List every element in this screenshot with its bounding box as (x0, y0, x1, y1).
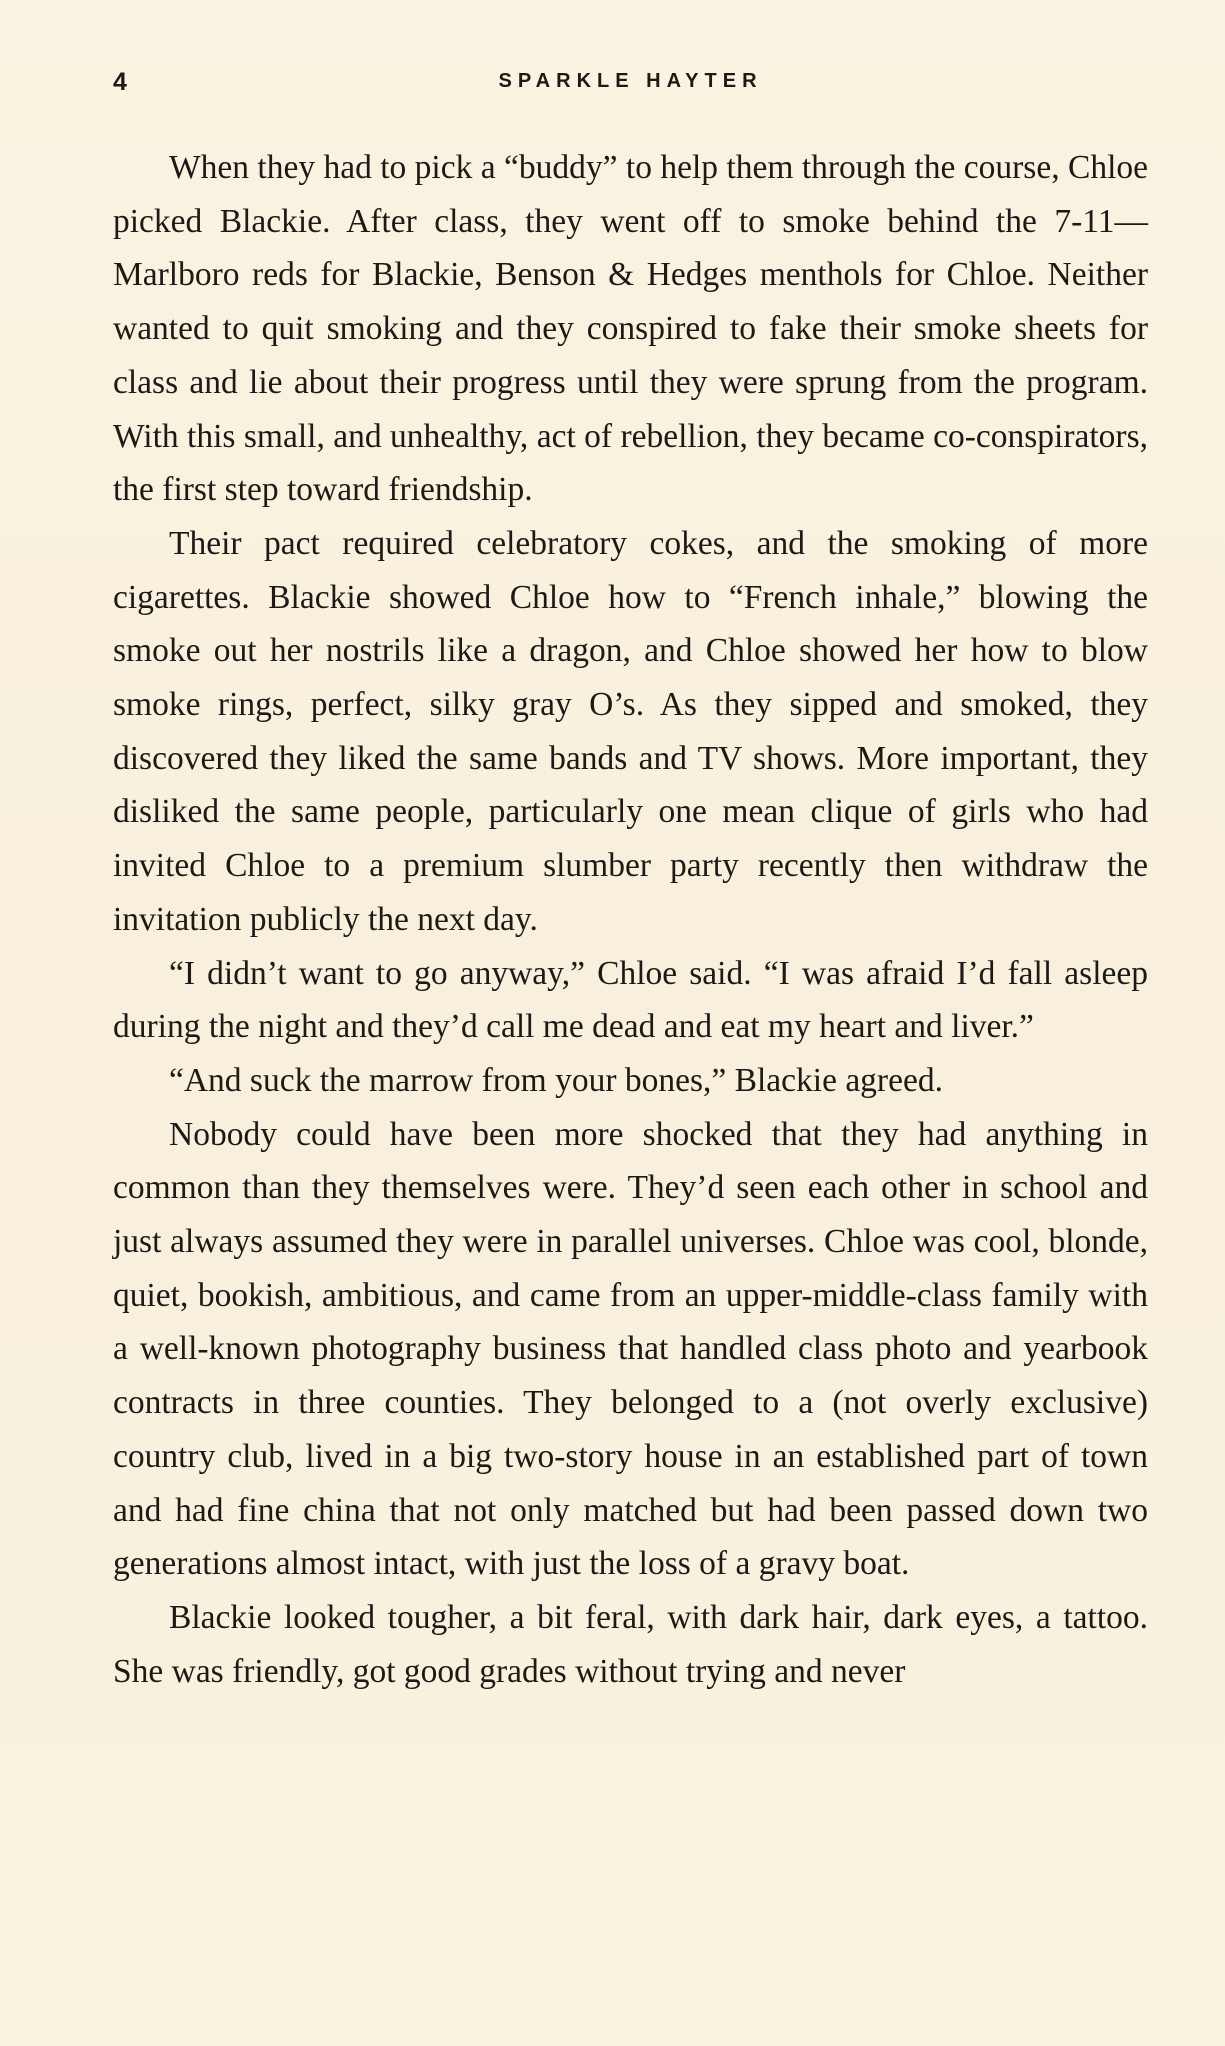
paragraph-1: When they had to pick a “buddy” to help them through the course, Chloe picked Blackie. After class, they went off to smoke behind the 7-11—Marlboro reds for Blackie, Benson & Hedges menthols for Chloe. Neither wanted to quit smoking and they conspired to fake their smoke sheets for class and lie about their progress until they were sprung from the program. With this small, and unhealthy, act of rebellion, they became co-conspirators, the first step toward friendship. (113, 149, 1148, 509)
page-number: 4 (113, 68, 128, 96)
page-header (113, 64, 1148, 104)
paragraph-6: Blackie looked tougher, a bit feral, with dark hair, dark eyes, a tattoo. She was friendly, got good grades without trying and never (113, 1598, 1148, 1690)
paragraph-5: Nobody could have been more shocked that they had anything in common than they themselves were. They’d seen each other in school and just always assumed they were in parallel universes. Chloe was cool, blonde, quiet, bookish, ambitious, and came from an upper-middle-class family with a well-known photography business that handled class photo and yearbook contracts in three counties. They belonged to a (not overly exclusive) country club, lived in a big two-story house in an established part of town and had fine china that not only matched but had been passed down two generations almost intact, with just the loss of a gravy boat. (113, 1115, 1148, 1583)
body-text (113, 141, 1148, 1698)
paragraph-2: Their pact required celebratory cokes, and the smoking of more cigarettes. Blackie showed Chloe how to “French inhale,” blowing the smoke out her nostrils like a dragon, and Chloe showed her how to blow smoke rings, perfect, silky gray O’s. As they sipped and smoked, they discovered they liked the same bands and TV shows. More important, they disliked the same people, particularly one mean clique of girls who had invited Chloe to a premium slumber party recently then withdraw the invitation publicly the next day. (113, 524, 1148, 938)
paragraph-4: “And suck the marrow from your bones,” Blackie agreed. (169, 1061, 943, 1099)
running-head: SPARKLE HAYTER (498, 70, 763, 92)
paragraph-3: “I didn’t want to go anyway,” Chloe said. “I was afraid I’d fall asleep during the night and they’d call me dead and eat my heart and liver.” (113, 954, 1148, 1046)
